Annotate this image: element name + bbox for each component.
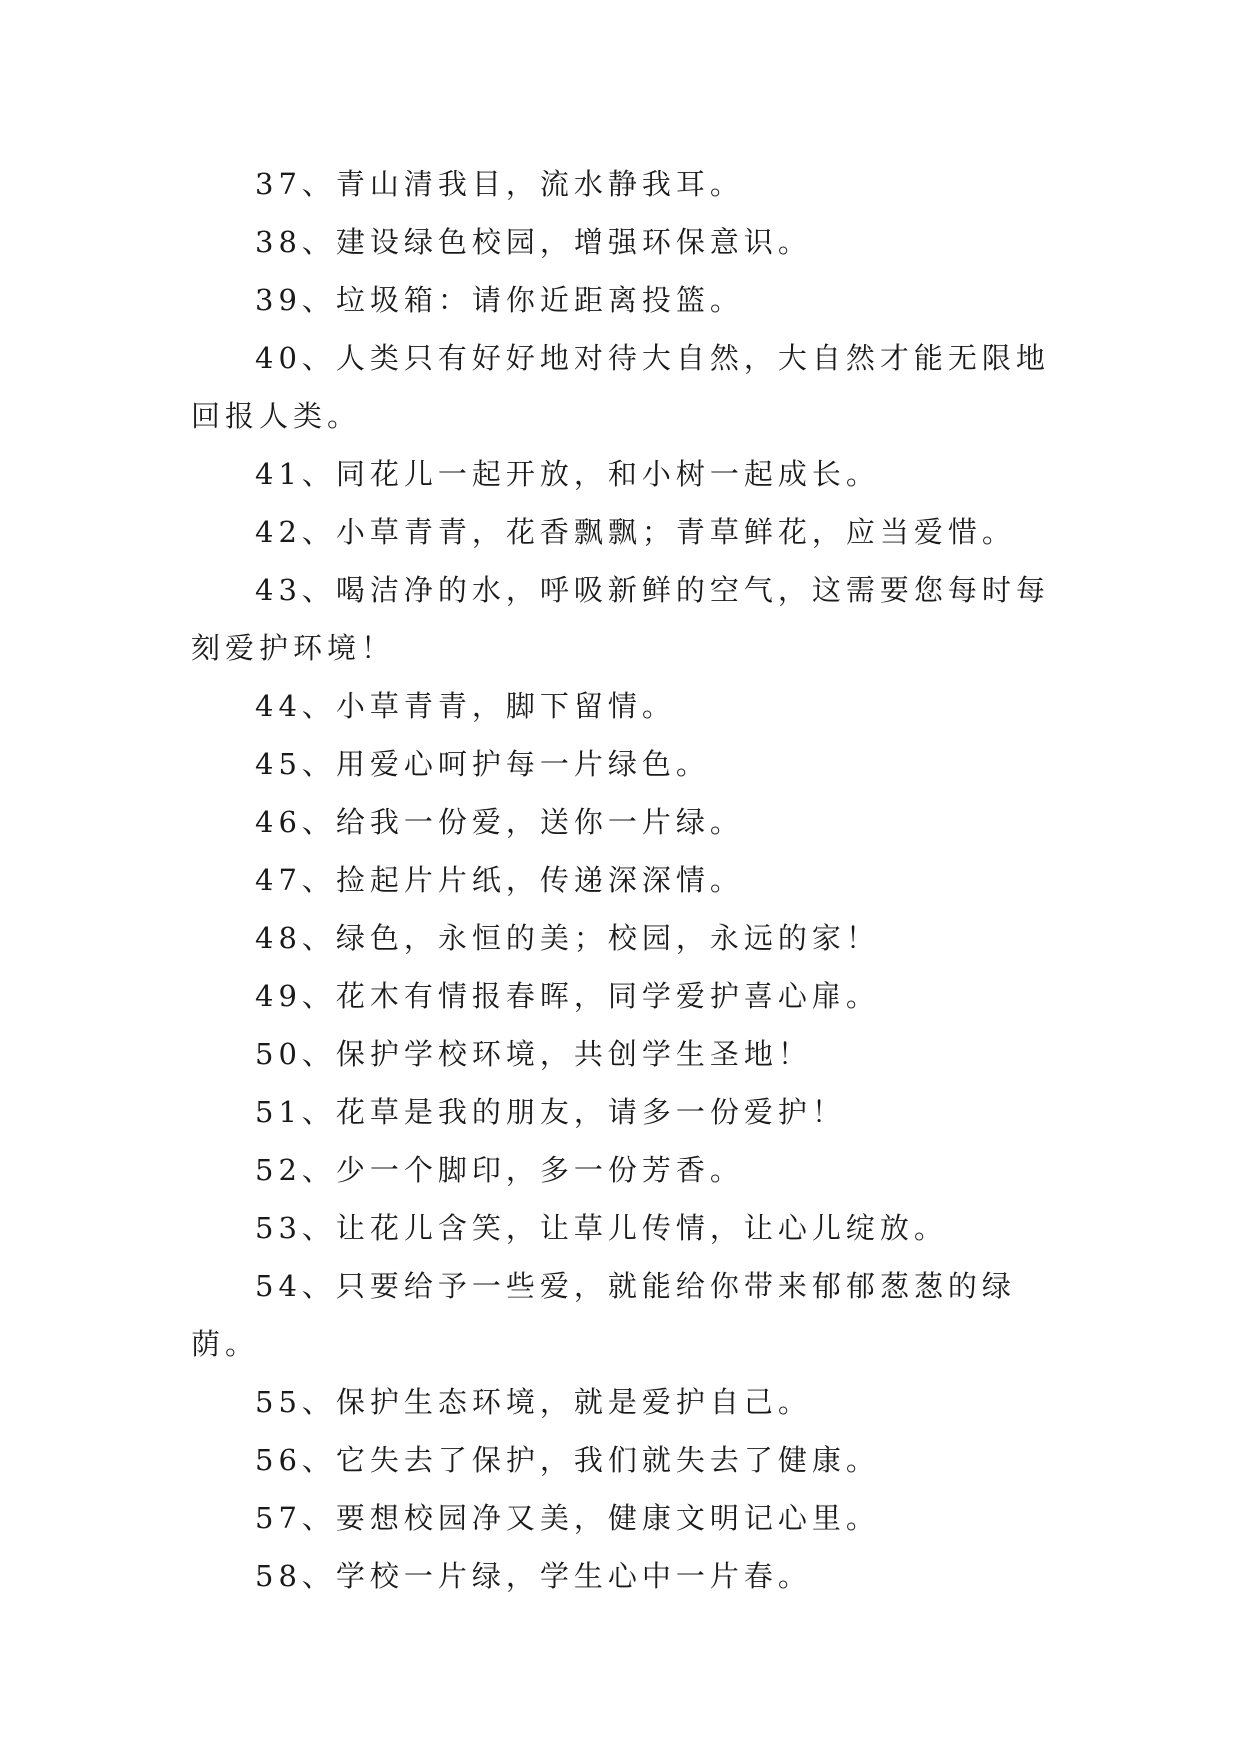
list-item: 53、让花儿含笑，让草儿传情，让心儿绽放。 xyxy=(255,1211,948,1245)
list-item: 52、少一个脚印，多一份芳香。 xyxy=(255,1153,744,1187)
list-item: 42、小草青青，花香飘飘；青草鲜花，应当爱惜。 xyxy=(255,515,1016,549)
list-item: 44、小草青青，脚下留情。 xyxy=(255,689,676,723)
list-item: 54、只要给予一些爱，就能给你带来郁郁葱葱的绿荫。 xyxy=(191,1269,1016,1361)
list-item: 51、花草是我的朋友，请多一份爱护！ xyxy=(255,1095,846,1129)
list-item: 56、它失去了保护，我们就失去了健康。 xyxy=(255,1443,880,1477)
list-item: 46、给我一份爱，送你一片绿。 xyxy=(255,805,744,839)
list-item: 47、捡起片片纸，传递深深情。 xyxy=(255,863,744,897)
list-item: 38、建设绿色校园，增强环保意识。 xyxy=(255,225,812,259)
list-item: 40、人类只有好好地对待大自然，大自然才能无限地回报人类。 xyxy=(191,341,1050,433)
list-item: 45、用爱心呵护每一片绿色。 xyxy=(255,747,710,781)
list-item: 43、喝洁净的水，呼吸新鲜的空气，这需要您每时每刻爱护环境！ xyxy=(191,573,1050,665)
slogan-list xyxy=(191,155,1071,1605)
list-item: 48、绿色，永恒的美；校园，永远的家！ xyxy=(255,921,880,955)
list-item: 57、要想校园净又美，健康文明记心里。 xyxy=(255,1501,880,1535)
list-item: 41、同花儿一起开放，和小树一起成长。 xyxy=(255,457,880,491)
list-item: 55、保护生态环境，就是爱护自己。 xyxy=(255,1385,812,1419)
list-item: 37、青山清我目，流水静我耳。 xyxy=(255,167,744,201)
list-item: 39、垃圾箱：请你近距离投篮。 xyxy=(255,283,744,317)
list-item: 58、学校一片绿，学生心中一片春。 xyxy=(255,1559,812,1593)
list-item: 49、花木有情报春晖，同学爱护喜心扉。 xyxy=(255,979,880,1013)
list-item: 50、保护学校环境，共创学生圣地！ xyxy=(255,1037,812,1071)
